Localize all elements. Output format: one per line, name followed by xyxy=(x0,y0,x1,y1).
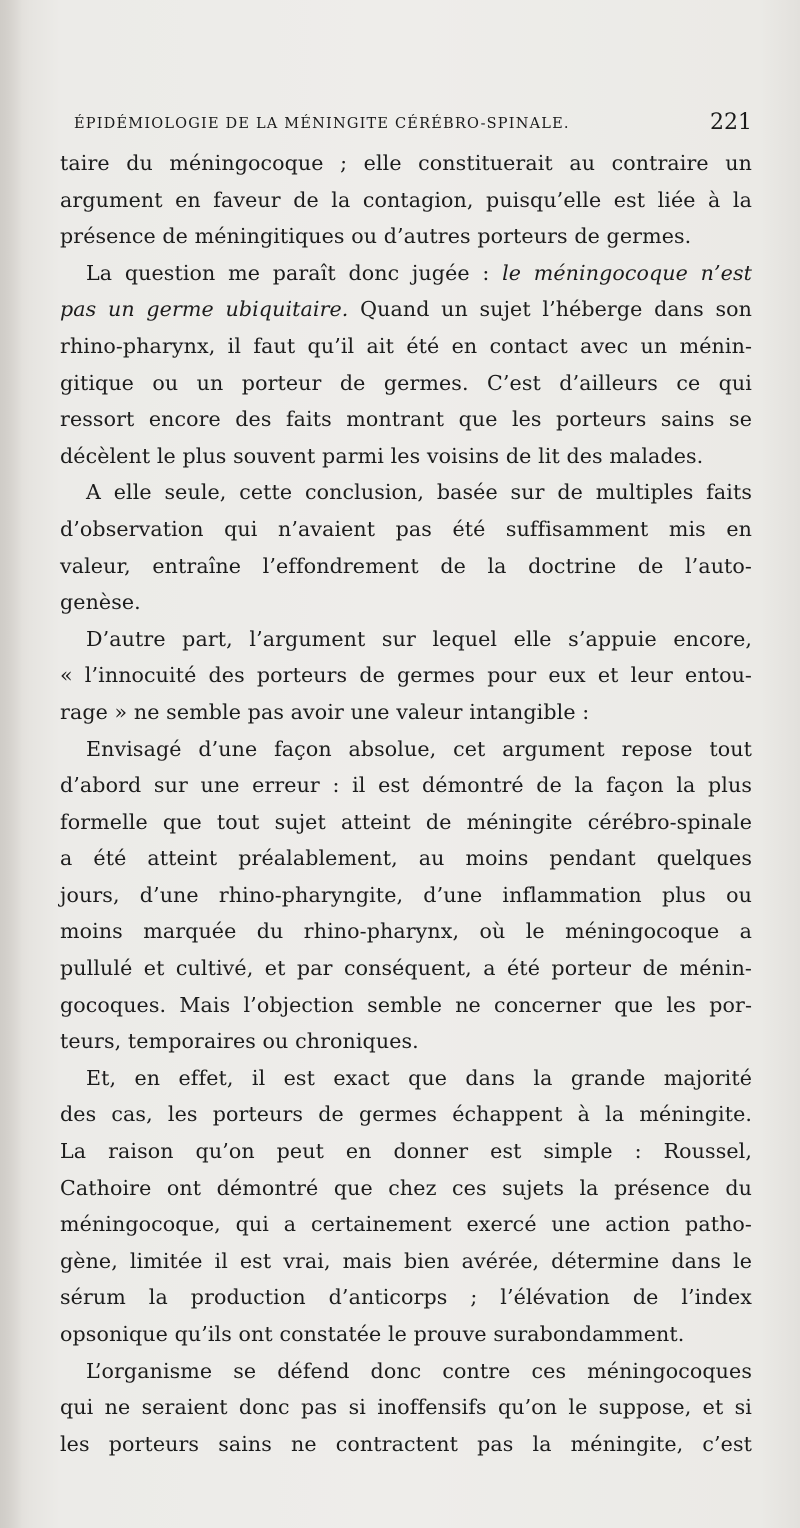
text-line: jours, d’une rhino-pharyngite, d’une inflammation plus ou xyxy=(60,882,752,907)
text-line: ressort encore des faits montrant que les porteurs sains se xyxy=(60,407,752,432)
running-head-title: ÉPIDÉMIOLOGIE DE LA MÉNINGITE CÉRÉBRO-SPINALE. xyxy=(74,116,570,132)
text-line: formelle que tout sujet atteint de méningite cérébro-spinale xyxy=(60,809,752,834)
text-line: Envisagé d’une façon absolue, cet argument repose tout xyxy=(86,736,752,761)
page-gutter-shadow xyxy=(0,0,22,1528)
text-line: L’organisme se défend donc contre ces méningocoques xyxy=(86,1358,752,1383)
italic-run: le méningocoque n’est xyxy=(502,260,752,285)
text-line: les porteurs sains ne contractent pas la méningite, c’est xyxy=(60,1431,752,1456)
text-line: gitique ou un porteur de germes. C’est d’ailleurs ce qui xyxy=(60,370,752,395)
text-line: pullulé et cultivé, et par conséquent, a été porteur de ménin- xyxy=(60,956,752,981)
text-line xyxy=(60,255,752,292)
text-line: A elle seule, cette conclusion, basée sur de multiples faits xyxy=(86,480,752,505)
text-run: Quand un sujet l’héberge dans son xyxy=(348,297,752,322)
text-line: d’observation qui n’avaient pas été suffisamment mis en xyxy=(60,516,752,541)
text-run: La question me paraît donc jugée : xyxy=(86,260,503,285)
page-number: 221 xyxy=(710,110,752,135)
text-line: valeur, entraîne l’effondrement de la doctrine de l’auto- xyxy=(60,553,752,578)
text-line: rhino-pharynx, il faut qu’il ait été en contact avec un ménin- xyxy=(60,333,752,358)
text-line: argument en faveur de la contagion, puisqu’elle est liée à la xyxy=(60,187,752,212)
text-line: Cathoire ont démontré que chez ces sujets la présence du xyxy=(60,1175,752,1200)
text-line: décèlent le plus souvent parmi les voisins de lit des malades. xyxy=(60,443,704,468)
text-line: méningocoque, qui a certainement exercé une action patho- xyxy=(60,1212,752,1237)
text-line: rage » ne semble pas avoir une valeur intangible : xyxy=(60,699,590,724)
text-line: gocoques. Mais l’objection semble ne concerner que les por- xyxy=(60,992,752,1017)
text-line: « l’innocuité des porteurs de germes pour eux et leur entou- xyxy=(60,663,752,688)
text-line: sérum la production d’anticorps ; l’élévation de l’index xyxy=(60,1285,752,1310)
text-line xyxy=(60,291,752,328)
text-line: Et, en effet, il est exact que dans la grande majorité xyxy=(86,1065,752,1090)
text-line: D’autre part, l’argument sur lequel elle s’appuie encore, xyxy=(86,626,752,651)
text-line: a été atteint préalablement, au moins pendant quelques xyxy=(60,846,752,871)
text-line: moins marquée du rhino-pharynx, où le méningocoque a xyxy=(60,919,752,944)
italic-run: pas un germe ubiquitaire. xyxy=(60,297,349,322)
text-line: d’abord sur une erreur : il est démontré de la façon la plus xyxy=(60,773,752,798)
text-line: La raison qu’on peut en donner est simple : Roussel, xyxy=(60,1139,752,1164)
text-line: gène, limitée il est vrai, mais bien avérée, détermine dans le xyxy=(60,1248,752,1273)
text-line: teurs, temporaires ou chroniques. xyxy=(60,1029,419,1054)
text-line: opsonique qu’ils ont constatée le prouve surabondamment. xyxy=(60,1322,685,1346)
running-head xyxy=(60,108,752,144)
text-line: taire du méningocoque ; elle constituerait au contraire un xyxy=(60,151,752,175)
text-line: présence de méningitiques ou d’autres porteurs de germes. xyxy=(60,224,692,249)
text-line: qui ne seraient donc pas si inoffensifs qu’on le suppose, et si xyxy=(60,1395,752,1420)
text-line: genèse. xyxy=(60,590,141,615)
body-text xyxy=(60,145,752,1462)
text-line: des cas, les porteurs de germes échappent à la méningite. xyxy=(60,1102,752,1127)
